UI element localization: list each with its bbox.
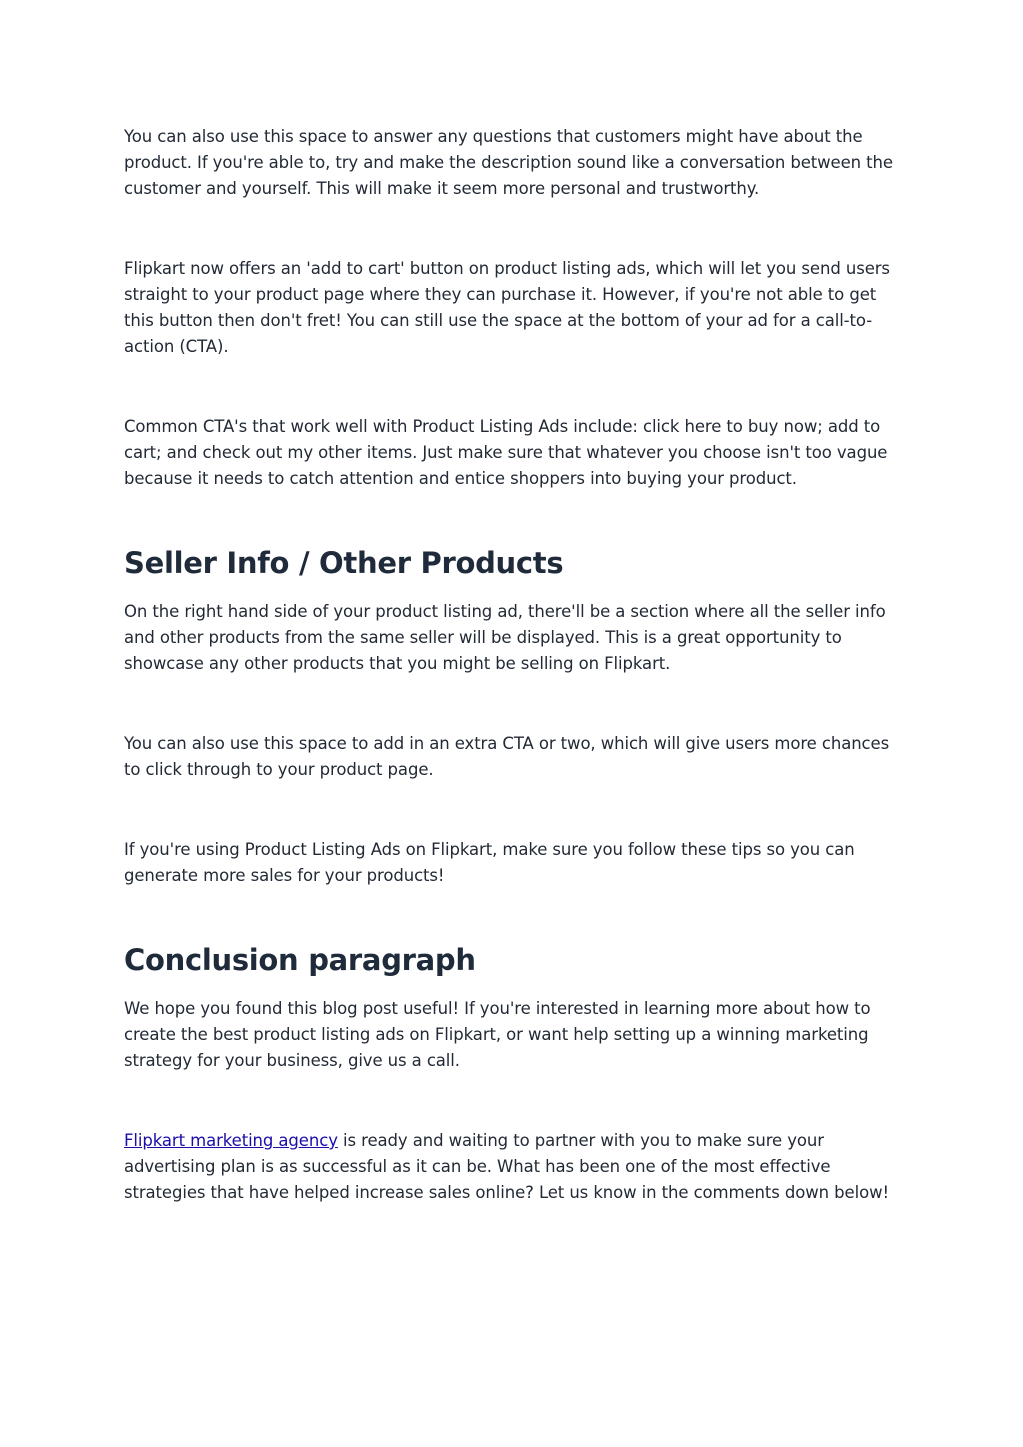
- section-conclusion: [124, 941, 904, 1206]
- section-seller-info: [124, 544, 904, 889]
- paragraph-agency-text: is ready and waiting to partner with you to make sure your advertising plan is as successful as it can be. What has been one of the most effective strategies that have helped increase sales online? Let us know in the comments down below!: [124, 1131, 889, 1202]
- flipkart-marketing-agency-link[interactable]: Flipkart marketing agency: [124, 1131, 338, 1150]
- document-page: [124, 124, 904, 1206]
- paragraph-extra-cta: You can also use this space to add in an extra CTA or two, which will give users more chances to click through to your product page.: [124, 734, 890, 779]
- heading-conclusion: Conclusion paragraph: [124, 943, 476, 977]
- heading-seller-info: Seller Info / Other Products: [124, 546, 564, 580]
- paragraph-common-ctas: Common CTA's that work well with Product Listing Ads include: click here to buy now; add to cart; and check out my other items. Just make sure that whatever you choose isn't too vague because it needs to catch attention and entice shoppers into buying your product.: [124, 417, 888, 488]
- paragraph-tips: If you're using Product Listing Ads on Flipkart, make sure you follow these tips so you can generate more sales for your products!: [124, 840, 855, 885]
- paragraph-agency: [124, 1128, 904, 1206]
- paragraph-product-questions: You can also use this space to answer any questions that customers might have about the product. If you're able to, try and make the description sound like a conversation between the customer and yourself. This will make it seem more personal and trustworthy.: [124, 127, 893, 198]
- paragraph-add-to-cart: Flipkart now offers an 'add to cart' button on product listing ads, which will let you send users straight to your product page where they can purchase it. However, if you're not able to get this button then don't fret! You can still use the space at the bottom of your ad for a call-to-action (CTA).: [124, 259, 890, 356]
- paragraph-seller-info: On the right hand side of your product listing ad, there'll be a section where all the seller info and other products from the same seller will be displayed. This is a great opportunity to showcase any other products that you might be selling on Flipkart.: [124, 602, 886, 673]
- paragraph-conclusion: We hope you found this blog post useful! If you're interested in learning more about how to create the best product listing ads on Flipkart, or want help setting up a winning marketing strategy for your business, give us a call.: [124, 999, 871, 1070]
